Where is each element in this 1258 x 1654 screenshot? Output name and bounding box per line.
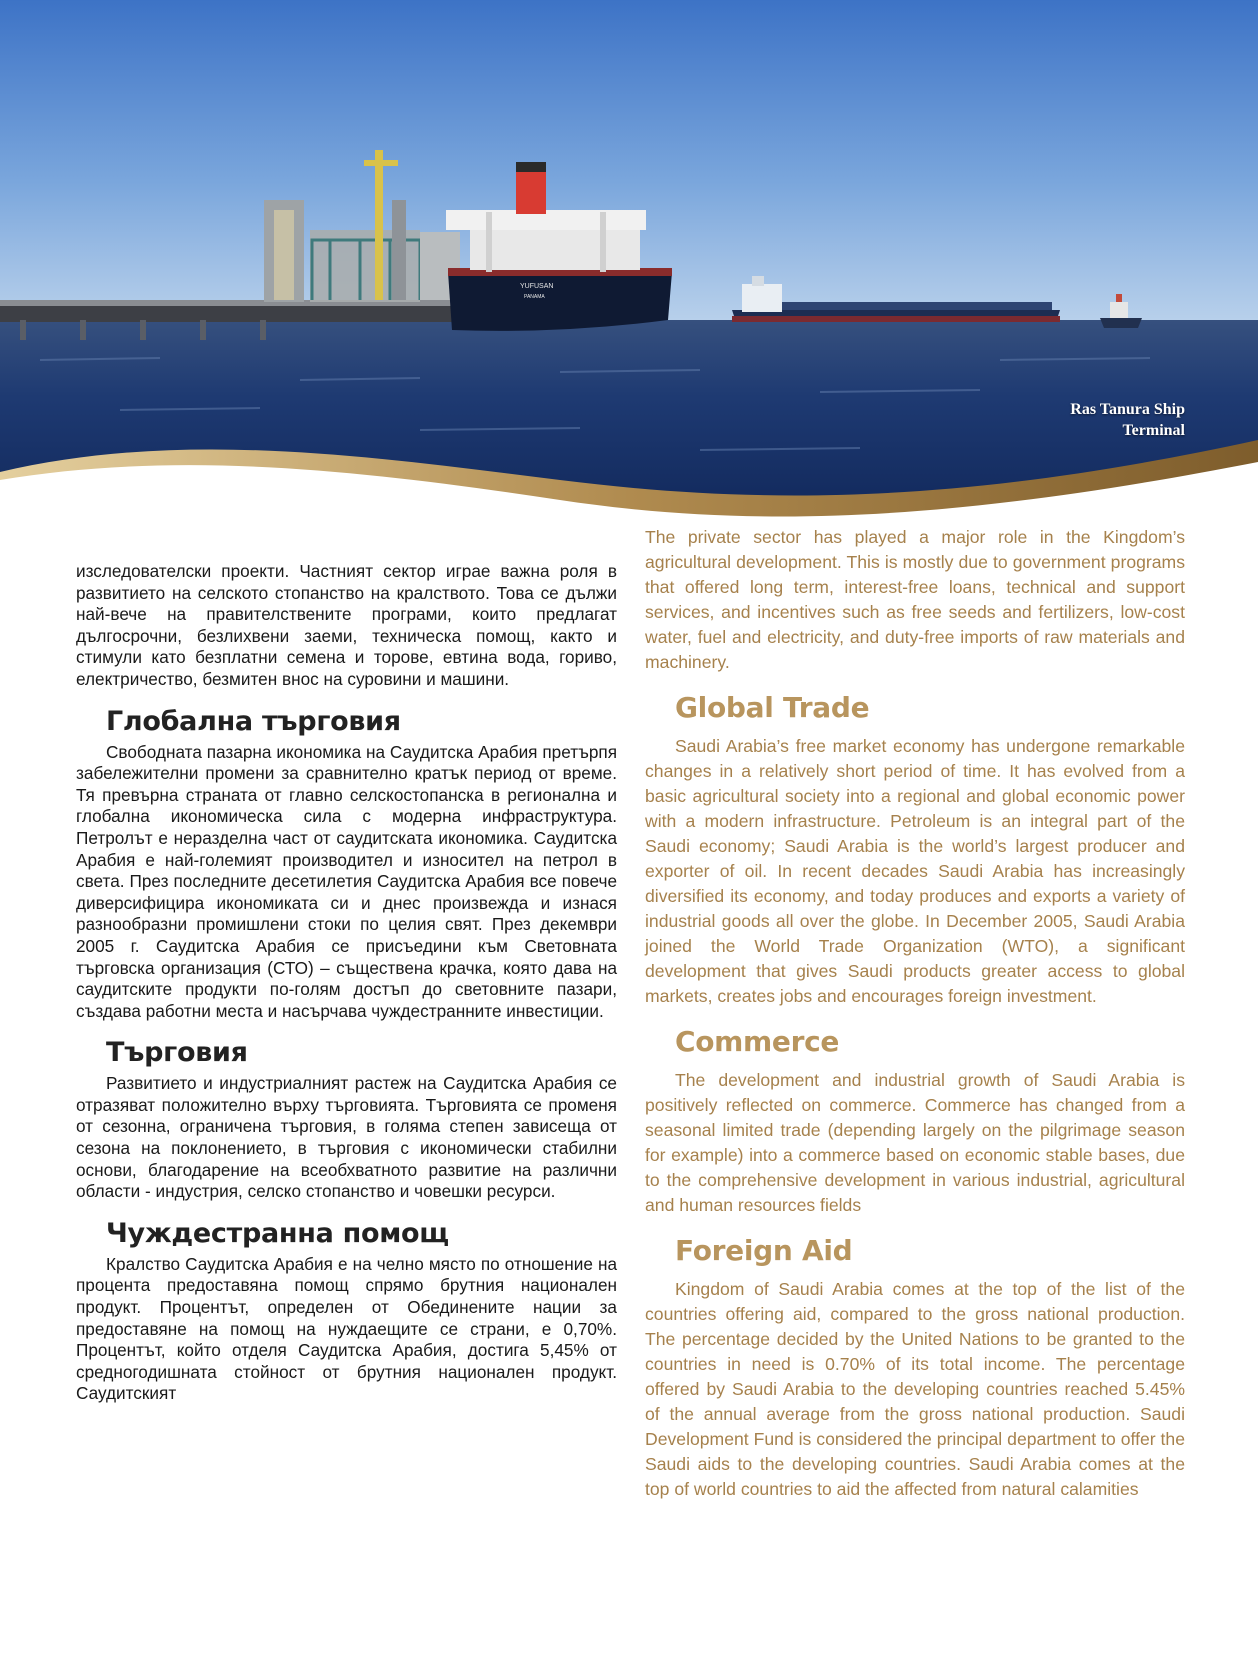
caption-line-2: Terminal <box>1122 422 1185 439</box>
english-column <box>645 525 1185 1502</box>
photo-caption <box>985 399 1185 441</box>
section-heading-global-trade: Global Trade <box>675 691 870 724</box>
section-heading-commerce-bg: Търговия <box>106 1037 248 1069</box>
section-heading-foreign-aid-bg: Чуждестранна помощ <box>106 1217 449 1249</box>
bulgarian-column <box>76 561 617 1405</box>
section-heading-global-trade-bg: Глобална търговия <box>106 705 401 737</box>
harbor-illustration <box>0 0 1258 540</box>
section-body-commerce-bg: Развитието и индустриалният растеж на Саудитска Арабия се отразяват положително върху търговията. Търговията се променя от сезонна, ограничена търговия, в голяма степен зависеща от сезона на поклонението, в търговия с икономически стабилни основи, благодарение на всеобхватното развитие на различни области - индустрия, селско стопанство и човешки ресурси. <box>76 1073 617 1202</box>
caption-line-1: Ras Tanura Ship <box>1070 401 1185 418</box>
right-intro-paragraph: The private sector has played a major role in the Kingdom’s agricultural development. This is mostly due to government programs that offered long term, interest-free loans, technical and support services, and incentives such as free seeds and fertilizers, low-cost water, fuel and electricity, and duty-free imports of raw materials and machinery. <box>645 527 1185 672</box>
section-body-global-trade-bg: Свободната пазарна икономика на Саудитска Арабия претърпя забележителни промени за сравнително кратък период от време. Тя превърна страната от главно селскостопанска в регионална и глобална икономическа сила с модерна инфраструктура. Петролът е неразделна част от саудитската икономика. Саудитска Арабия е най-големият производител и износител на петрол в света. През последните десетилетия Саудитска Арабия все повече диверсифицира икономиката си и днес произвежда и изнася разнообразни промишлени стоки по целия свят. През декември 2005 г. Саудитска Арабия се присъедини към Световната търговска организация (СТО) – съществена крачка, която дава на саудитските продукти по-голям достъп до световните пазари, създава работни места и насърчава чуждестранните инвестиции. <box>76 741 617 1021</box>
hero-photo <box>0 0 1258 540</box>
section-body-foreign-aid-bg: Кралство Саудитска Арабия е на челно място по отношение на процента предоставяна помощ спрямо брутния национален продукт. Процентът, определен от Обединените нации за предоставяне на помощ на нуждаещите се страни, е 0,70%. Процентът, който отделя Саудитска Арабия, достига 5,45% от средногодишната стойност от брутния национален продукт. Саудитският <box>76 1253 617 1404</box>
ship-name-label: YUFUSAN <box>520 283 554 290</box>
section-body-foreign-aid: Kingdom of Saudi Arabia comes at the top of the list of the countries offering aid, compared to the gross national production. The percentage decided by the United Nations to be granted to the countries in need is 0.70% of its total income. The percentage offered by Saudi Arabia to the developing countries reached 5.45% of the annual average from the gross national production. Saudi Development Fund is considered the principal department to offer the Saudi aids to the developing countries. Saudi Arabia comes at the top of world countries to aid the affected from natural calamities <box>645 1279 1185 1499</box>
section-body-global-trade: Saudi Arabia’s free market economy has undergone remarkable changes in a relatively short period of time. It has evolved from a basic agricultural society into a regional and global economic power with a modern infrastructure. Petroleum is an integral part of the Saudi economy; Saudi Arabia is the world’s largest producer and exporter of oil. In recent decades Saudi Arabia has increasingly diversified its economy, and today produces and exports a variety of industrial goods all over the globe. In December 2005, Saudi Arabia joined the World Trade Organization (WTO), a significant development that gives Saudi products greater access to global markets, creates jobs and encourages foreign investment. <box>645 736 1185 1006</box>
section-heading-foreign-aid: Foreign Aid <box>675 1234 853 1267</box>
section-body-commerce: The development and industrial growth of Saudi Arabia is positively reflected on commerce. Commerce has changed from a seasonal limited trade (depending largely on the pilgrimage season for example) into a commerce based on economic stable bases, due to the comprehensive development in various industrial, agricultural and human resources fields <box>645 1070 1185 1215</box>
ship-port-label: PANAMA <box>524 294 545 300</box>
section-heading-commerce: Commerce <box>675 1025 840 1058</box>
left-intro-paragraph: изследователски проекти. Частният сектор играе важна роля в развитието на селското стопанство на кралството. Това се дължи най-вече на правителствените програми, които предлагат дългосрочни, безлихвени заеми, техническа помощ, както и стимули като безплатни семена и торове, евтина вода, гориво, електричество, безмитен внос на суровини и машини. <box>76 561 617 689</box>
